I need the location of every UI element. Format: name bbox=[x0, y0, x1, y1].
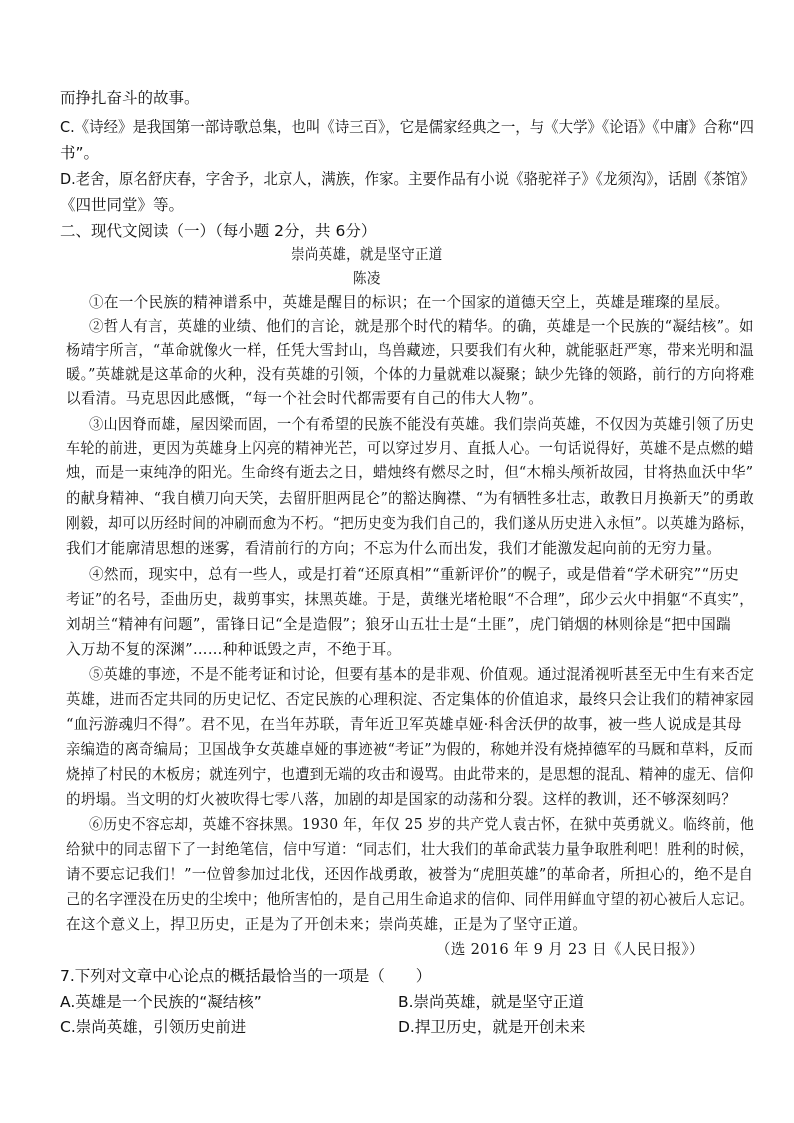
paragraph-3-line: 车轮的前进，更因为英雄身上闪亮的精神光芒，可以穿过岁月、直抵人心。一句话说得好，英雄不是点燃的蜡 bbox=[66, 440, 754, 457]
paragraph-2-line: 以看清。马克思因此感慨，“每一个社会时代都需要有自己的伟大人物”。 bbox=[66, 390, 544, 407]
question-stem: 7.下列对文章中心论点的概括最恰当的一项是（ ） bbox=[60, 967, 432, 985]
section-heading: 二、现代文阅读（一）（每小题 2分，共 6分） bbox=[60, 222, 377, 240]
paragraph-2-line: 杨靖宇所言，“革命就像火一样，任凭大雪封山，鸟兽藏迹，只要我们有火种，就能驱赶严寒，带来光明和温 bbox=[66, 342, 754, 359]
paragraph-5-line: 烧掉了村民的木板房；就连列宁，也遭到无端的攻击和谩骂。由此带来的，是思想的混乱、精神的虚无、信仰 bbox=[66, 766, 754, 783]
paragraph-5-line: ⑤英雄的事迹，不是不能考证和讨论，但要有基本的是非观、价值观。通过混淆视听甚至无中生有来否定 bbox=[89, 666, 755, 683]
paragraph-5-line: “血污游魂归不得”。君不见，在当年苏联，青年近卫军英雄卓娅·科舍沃伊的故事，被一些人说成是其母 bbox=[66, 716, 742, 733]
paragraph-6-line: 给狱中的同志留下了一封绝笔信，信中写道：“同志们，壮大我们的革命武装力量争取胜利吧！胜利的时候， bbox=[66, 841, 754, 858]
paragraph-3-line: 刚毅，却可以历经时间的冲刷而愈为不朽。“把历史变为我们自己的，我们遂从历史进入永恒”。以英雄为路标， bbox=[66, 515, 755, 532]
paragraph-3-line: 烛，而是一束纯净的阳光。生命终有逝去之日，蜡烛终有燃尽之时，但“木棉头颅祈故园，甘将热血沃中华” bbox=[66, 464, 754, 481]
paragraph-5-line: 的坍塌。当文明的灯火被吹得七零八落，加剧的却是国家的动荡和分裂。这样的教训，还不够深刻吗？ bbox=[66, 791, 737, 808]
paragraph-4-line: 刘胡兰“精神有问题”，雷锋日记“全是造假”；狼牙山五壮士是“土匪”，虎门销烟的林则徐是“把中国踹 bbox=[66, 616, 731, 633]
paragraph-2-line: 暖。”英雄就是这革命的火种，没有英雄的引领，个体的力量就难以凝聚；缺少先锋的领路，前行的方向将难 bbox=[66, 366, 755, 383]
option-d: D.捍卫历史，就是开创未来 bbox=[398, 1018, 586, 1036]
prev-answer-tail: 而挣扎奋斗的故事。 bbox=[60, 89, 200, 107]
paragraph-5-line: 亲编造的离奇编局；卫国战争女英雄卓娅的事迹被“考证”为假的，称她并没有烧掉德军的马厩和草料，反而 bbox=[66, 741, 754, 758]
paragraph-4-line: 考证”的名号，歪曲历史，裁剪事实，抹黑英雄。于是，黄继光堵枪眼“不合理”，邱少云火中捐躯“不真实”， bbox=[66, 591, 754, 608]
paragraph-3-line: 我们才能廓清思想的迷雾，看清前行的方向；不忘为什么而出发，我们才能激发起向前的无穷力量。 bbox=[66, 540, 722, 557]
paragraph-3-line: ③山因脊而雄，屋因梁而固，一个有希望的民族不能没有英雄。我们崇尚英雄，不仅因为英雄引领了历史 bbox=[89, 416, 755, 433]
paragraph-2-line: ②哲人有言，英雄的业绩、他们的言论，就是那个时代的精华。的确，英雄是一个民族的“凝结核”。如 bbox=[89, 318, 754, 335]
paragraph-6-line: 在这个意义上，捍卫历史，正是为了开创未来；崇尚英雄，正是为了坚守正道。 bbox=[66, 916, 588, 933]
article-author: 陈凌 bbox=[353, 270, 381, 287]
paragraph-4-line: 入万劫不复的深渊”……种种诋毁之声，不绝于耳。 bbox=[66, 641, 402, 658]
option-b: B.崇尚英雄，就是坚守正道 bbox=[398, 993, 585, 1011]
paragraph-6-line: 己的名字湮没在历史的尘埃中；他所害怕的，是自己用生命追求的信仰、同伴用鲜血守望的初心被后人忘记。 bbox=[66, 891, 754, 908]
article-source: （选 2016 年 9 月 23 日《人民日报》） bbox=[435, 941, 704, 958]
option-c-line-1: C.《诗经》是我国第一部诗歌总集，也叫《诗三百》，它是儒家经典之一，与《大学》《论语》《中庸》合称“四 bbox=[60, 118, 754, 136]
paragraph-3-line: 的献身精神、“我自横刀向天笑，去留肝胆两昆仑”的豁达胸襟、“为有牺牲多壮志，敢教日月换新天”的勇敢 bbox=[66, 490, 754, 507]
option-c: C.崇尚英雄，引领历史前进 bbox=[60, 1018, 247, 1036]
option-d-line-2: 《四世同堂》等。 bbox=[60, 196, 185, 214]
paragraph-1-line: ①在一个民族的精神谱系中，英雄是醒目的标识；在一个国家的道德天空上，英雄是璀璨的星辰。 bbox=[89, 294, 730, 311]
option-c-line-2: 书”。 bbox=[60, 144, 100, 162]
article-title: 崇尚英雄，就是坚守正道 bbox=[291, 246, 443, 263]
paragraph-5-line: 英雄，进而否定共同的历史记忆、否定民族的心理积淀、否定集体的价值追求，最终只会让我们的精神家园 bbox=[66, 691, 755, 708]
paragraph-4-line: ④然而，现实中，总有一些人，或是打着“还原真相”“重新评价”的幌子，或是借着“学术研究”“历史 bbox=[89, 566, 740, 583]
paragraph-6-line: 请不要忘记我们！”一位曾参加过北伐，还因作战勇敢，被誉为“虎胆英雄”的革命者，所担心的，绝不是自 bbox=[66, 866, 754, 883]
option-d-line-1: D.老舍，原名舒庆春，字舍予，北京人，满族，作家。主要作品有小说《骆驼祥子》《龙须沟》，话剧《茶馆》 bbox=[60, 170, 755, 188]
option-a: A.英雄是一个民族的“凝结核” bbox=[60, 993, 262, 1011]
paragraph-6-line: ⑥历史不容忘却，英雄不容抹黑。1930 年，年仅 25 岁的共产党人袁古怀，在狱中英勇就义。临终前，他 bbox=[89, 816, 755, 833]
